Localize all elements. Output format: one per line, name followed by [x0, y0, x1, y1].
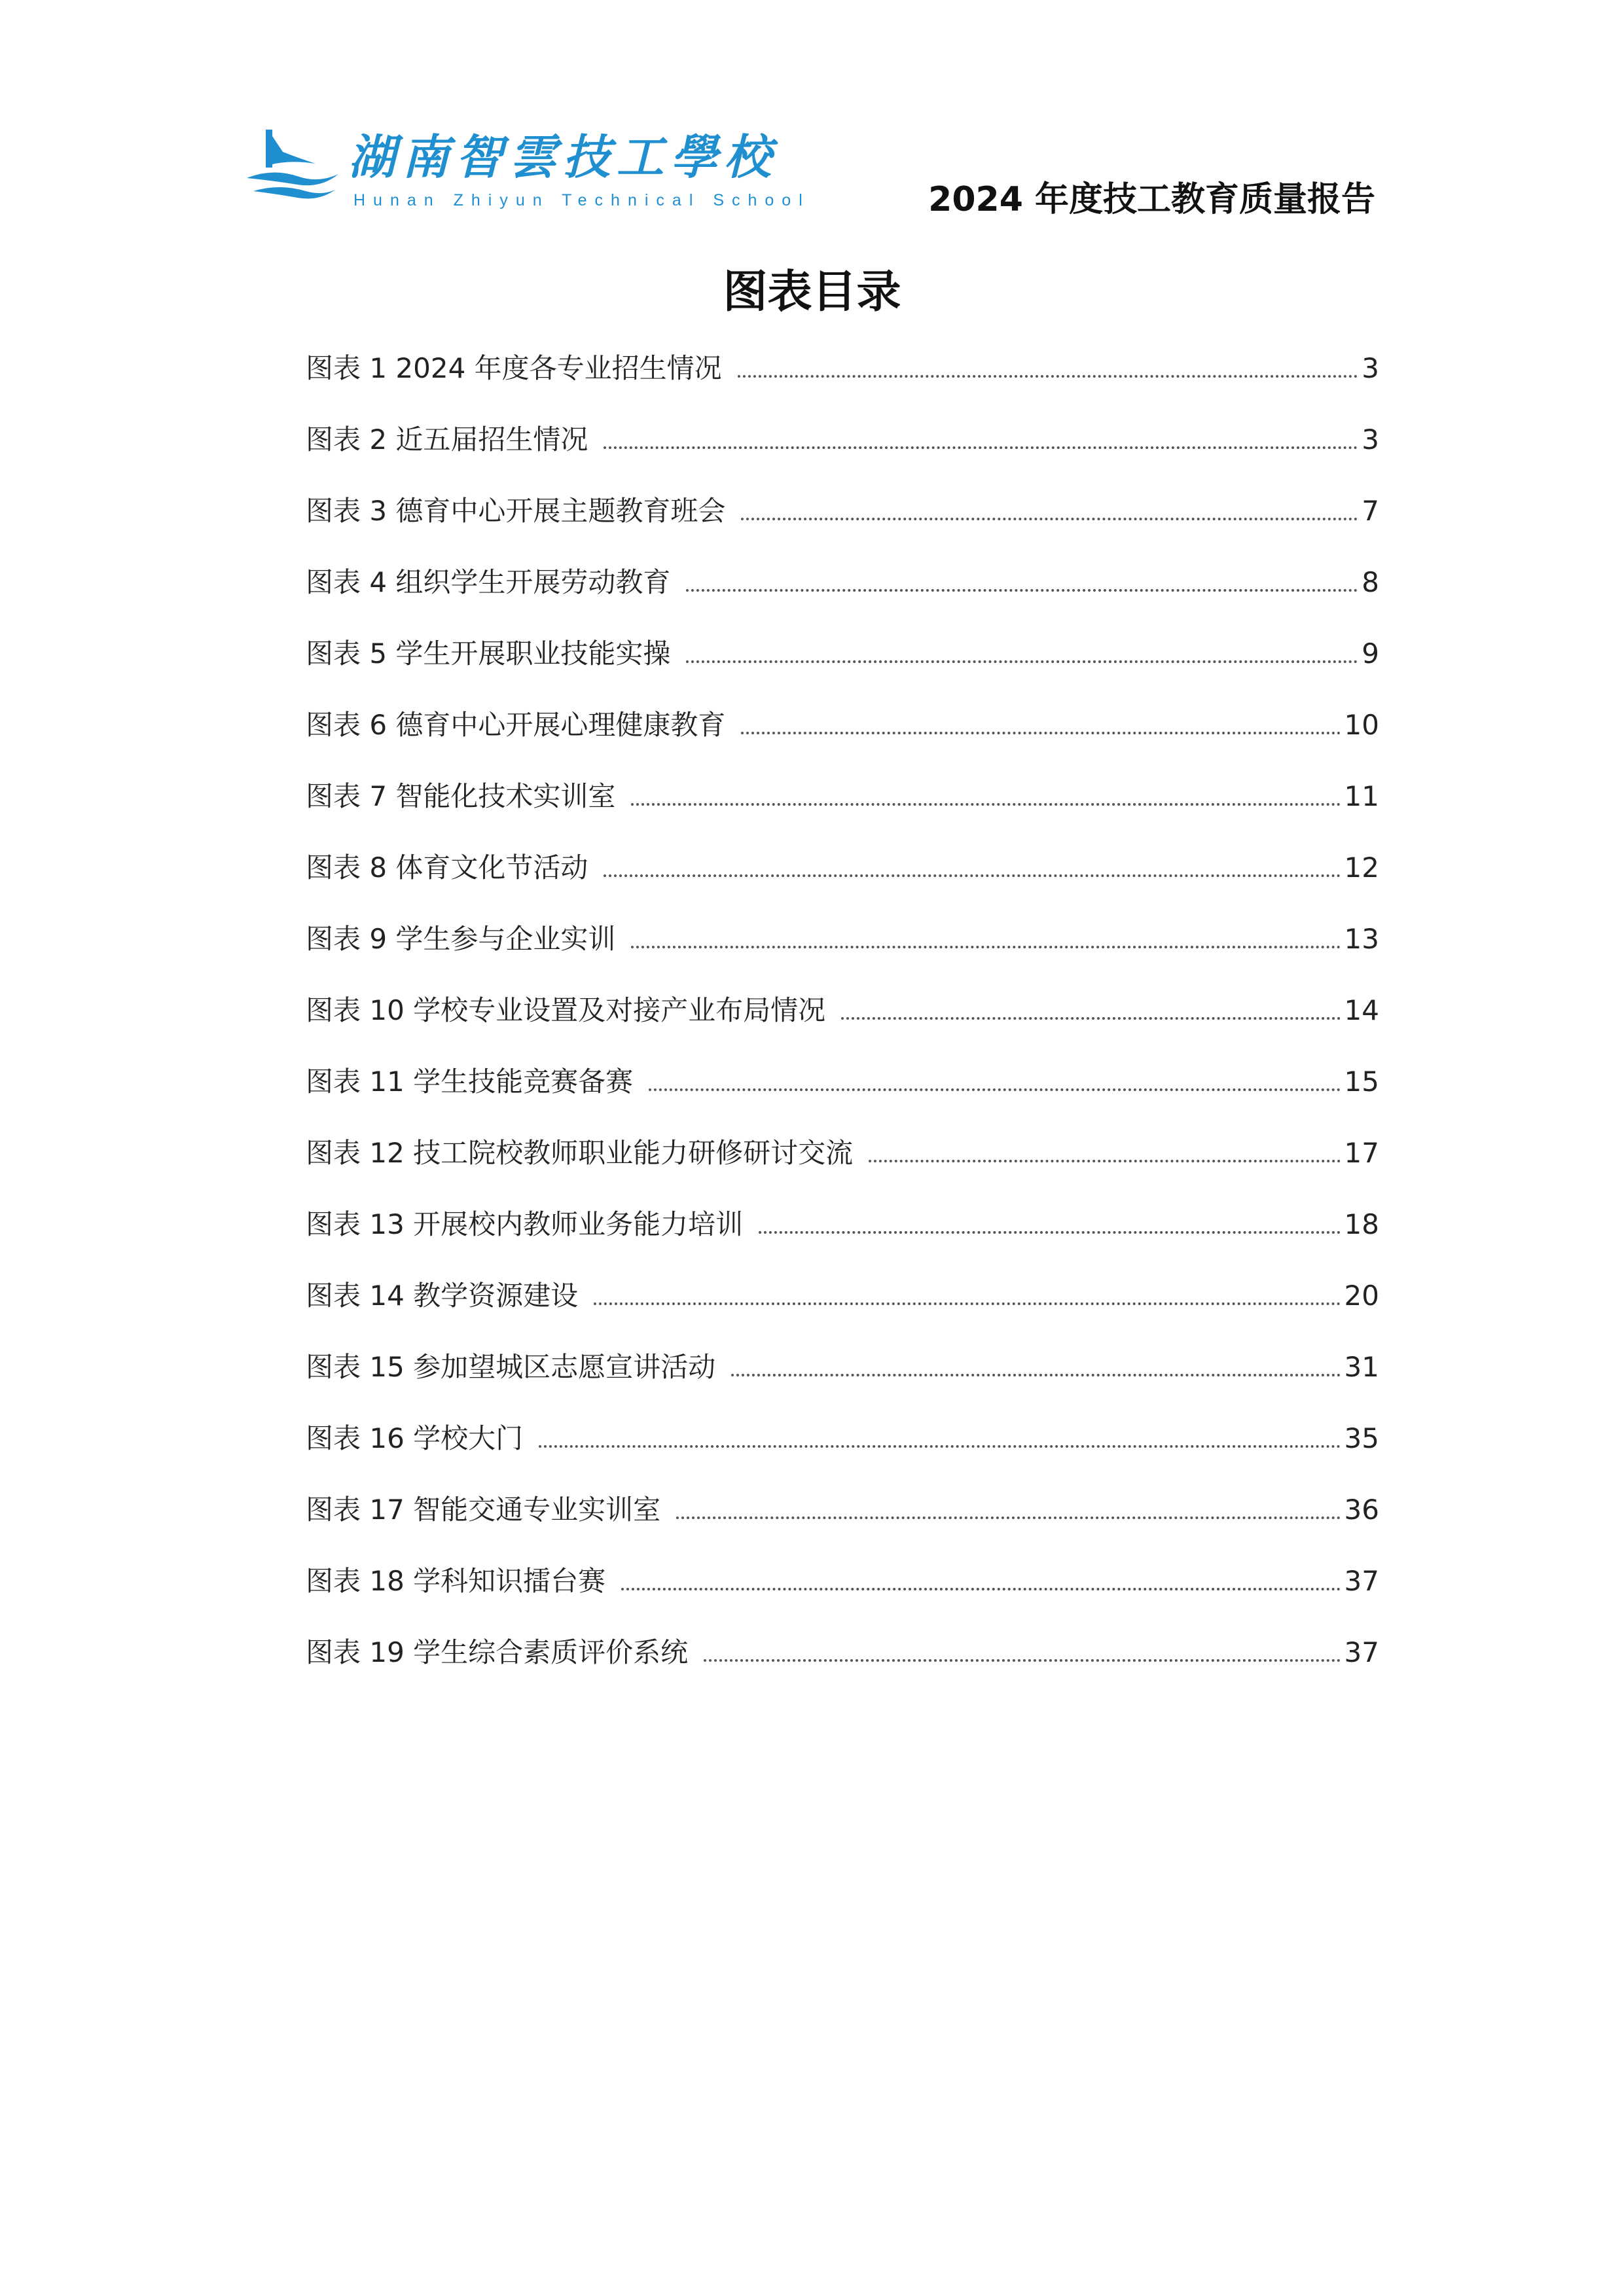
toc-entry-page: 20	[1344, 1280, 1379, 1312]
toc-entry[interactable]	[306, 347, 1379, 418]
toc-entry[interactable]	[306, 632, 1379, 704]
toc-entry-label: 图表 13 开展校内教师业务能力培训	[306, 1208, 744, 1240]
toc-entry[interactable]	[306, 1417, 1379, 1488]
toc-entry-label: 图表 17 智能交通专业实训室	[306, 1494, 661, 1526]
toc-entry-label: 图表 19 学生综合素质评价系统	[306, 1636, 689, 1668]
toc-entry-label: 图表 7 智能化技术实训室	[306, 780, 616, 812]
toc-title: 图表目录	[723, 266, 901, 318]
toc-dot-leader	[594, 1302, 1340, 1305]
toc-entry[interactable]	[306, 418, 1379, 490]
toc-entry[interactable]	[306, 1560, 1379, 1631]
toc-entry[interactable]	[306, 561, 1379, 632]
toc-dot-leader	[759, 1231, 1340, 1234]
school-name-en: Hunan Zhiyun Technical School	[353, 191, 810, 209]
page-header	[0, 0, 1624, 236]
toc-dot-leader	[631, 946, 1340, 948]
toc-dot-leader	[621, 1588, 1340, 1590]
toc-entry-label: 图表 4 组织学生开展劳动教育	[306, 566, 671, 598]
toc-entry-label: 图表 15 参加望城区志愿宣讲活动	[306, 1351, 716, 1383]
toc-entry-page: 11	[1344, 780, 1379, 812]
toc-dot-leader	[686, 660, 1358, 663]
toc-entry-page: 14	[1344, 994, 1379, 1026]
toc-dot-leader	[731, 1374, 1340, 1376]
toc-entry[interactable]	[306, 846, 1379, 918]
toc-entry-page: 17	[1344, 1137, 1379, 1169]
toc-list	[306, 347, 1379, 1702]
toc-entry-label: 图表 9 学生参与企业实训	[306, 923, 616, 955]
toc-dot-leader	[539, 1445, 1340, 1448]
toc-entry-page: 3	[1362, 352, 1379, 384]
toc-entry[interactable]	[306, 1346, 1379, 1417]
toc-entry-page: 13	[1344, 923, 1379, 955]
toc-entry-label: 图表 10 学校专业设置及对接产业布局情况	[306, 994, 826, 1026]
toc-entry-label: 图表 6 德育中心开展心理健康教育	[306, 709, 726, 741]
toc-dot-leader	[741, 732, 1340, 734]
toc-entry-page: 37	[1344, 1565, 1379, 1597]
toc-dot-leader	[604, 874, 1340, 877]
toc-entry-label: 图表 8 体育文化节活动	[306, 852, 588, 884]
school-name-cn: 湖南智雲技工學校	[348, 129, 778, 185]
toc-entry-page: 7	[1362, 495, 1379, 527]
toc-entry-label: 图表 18 学科知识擂台赛	[306, 1565, 606, 1597]
wave-sail-logo-icon	[244, 126, 342, 204]
toc-dot-leader	[649, 1088, 1340, 1091]
toc-entry-page: 31	[1344, 1351, 1379, 1383]
toc-dot-leader	[704, 1659, 1340, 1662]
toc-entry-page: 8	[1362, 566, 1379, 598]
toc-entry-label: 图表 1 2024 年度各专业招生情况	[306, 352, 722, 384]
toc-dot-leader	[686, 589, 1358, 592]
toc-entry-label: 图表 2 近五届招生情况	[306, 423, 588, 456]
toc-entry[interactable]	[306, 1060, 1379, 1132]
toc-entry-page: 18	[1344, 1208, 1379, 1240]
toc-entry-label: 图表 11 学生技能竞赛备赛	[306, 1066, 634, 1098]
toc-entry[interactable]	[306, 989, 1379, 1060]
toc-entry[interactable]	[306, 1203, 1379, 1274]
toc-entry[interactable]	[306, 1631, 1379, 1702]
toc-dot-leader	[676, 1516, 1340, 1519]
toc-entry-page: 37	[1344, 1636, 1379, 1668]
toc-entry-page: 15	[1344, 1066, 1379, 1098]
toc-entry-page: 35	[1344, 1422, 1379, 1454]
toc-entry-label: 图表 5 学生开展职业技能实操	[306, 637, 671, 670]
toc-dot-leader	[738, 375, 1358, 378]
toc-entry[interactable]	[306, 704, 1379, 775]
toc-dot-leader	[869, 1160, 1340, 1162]
toc-entry-label: 图表 14 教学资源建设	[306, 1280, 579, 1312]
report-title: 2024 年度技工教育质量报告	[928, 180, 1375, 219]
toc-entry-label: 图表 12 技工院校教师职业能力研修研讨交流	[306, 1137, 854, 1169]
toc-dot-leader	[604, 446, 1358, 449]
toc-entry-page: 9	[1362, 637, 1379, 670]
toc-entry[interactable]	[306, 775, 1379, 846]
toc-entry-page: 3	[1362, 423, 1379, 456]
toc-entry-page: 12	[1344, 852, 1379, 884]
school-logo	[244, 126, 810, 217]
toc-dot-leader	[631, 803, 1340, 806]
toc-entry-label: 图表 16 学校大门	[306, 1422, 524, 1454]
toc-entry[interactable]	[306, 490, 1379, 561]
toc-entry[interactable]	[306, 1274, 1379, 1346]
toc-entry-page: 10	[1344, 709, 1379, 741]
toc-entry-label: 图表 3 德育中心开展主题教育班会	[306, 495, 726, 527]
toc-dot-leader	[741, 518, 1358, 520]
toc-entry-page: 36	[1344, 1494, 1379, 1526]
toc-entry[interactable]	[306, 1488, 1379, 1560]
toc-entry[interactable]	[306, 1132, 1379, 1203]
toc-entry[interactable]	[306, 918, 1379, 989]
toc-dot-leader	[841, 1017, 1340, 1020]
